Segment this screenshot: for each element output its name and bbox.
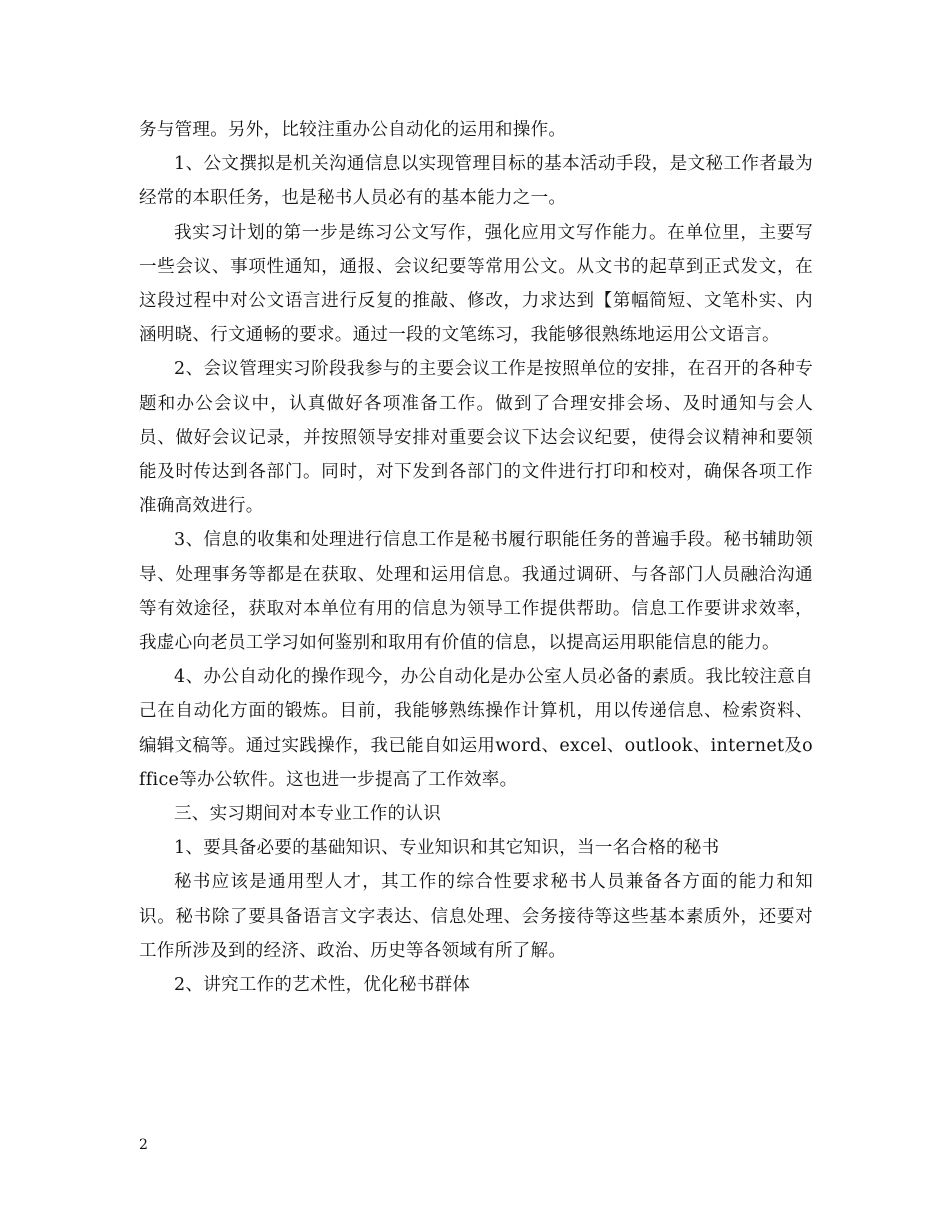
section-heading: 三、实习期间对本专业工作的认识 [174, 804, 441, 825]
paragraph: 2、会议管理实习阶段我参与的主要会议工作是按照单位的安排，在召开的各种专题和办公会议中，认真做好各项准备工作。做到了合理安排会场、及时通知与会人员、做好会议记录，并按照领导安排对重要会议下达会议纪要，使得会议精神和要领能及时传达到各部门。同时，对下发到各部门的文件进行打印和校对，确保各项工作准确高效进行。 [139, 359, 813, 517]
document-body [139, 113, 813, 1002]
paragraph: 4、办公自动化的操作现今，办公自动化是办公室人员必备的素质。我比较注意自己在自动化方面的锻炼。目前，我能够熟练操作计算机，用以传递信息、检索资料、编辑文稿等。通过实践操作，我已能自如运用word、excel、outlook、internet及office等办公软件。这也进一步提高了工作效率。 [139, 667, 813, 790]
subheading: 1、要具备必要的基础知识、专业知识和其它知识，当一名合格的秘书 [174, 838, 720, 859]
subheading: 2、讲究工作的艺术性，优化秘书群体 [174, 975, 471, 996]
paragraph: 3、信息的收集和处理进行信息工作是秘书履行职能任务的普遍手段。秘书辅助领导、处理事务等都是在获取、处理和运用信息。我通过调研、与各部门人员融洽沟通等有效途径，获取对本单位有用的信息为领导工作提供帮助。信息工作要讲求效率，我虚心向老员工学习如何鉴别和取用有价值的信息，以提高运用职能信息的能力。 [139, 530, 813, 654]
page-number: 2 [139, 1137, 148, 1153]
paragraph: 我实习计划的第一步是练习公文写作，强化应用文写作能力。在单位里，主要写一些会议、事项性通知，通报、会议纪要等常用公文。从文书的起草到正式发文，在这段过程中对公文语言进行反复的推敲、修改，力求达到【第幅简短、文笔朴实、内涵明晓、行文通畅的要求。通过一段的文笔练习，我能够很熟练地运用公文语言。 [139, 222, 813, 346]
paragraph: 秘书应该是通用型人才，其工作的综合性要求秘书人员兼备各方面的能力和知识。秘书除了要具备语言文字表达、信息处理、会务接待等这些基本素质外，还要对工作所涉及到的经济、政治、历史等各领域有所了解。 [139, 872, 813, 961]
paragraph: 务与管理。另外，比较注重办公自动化的运用和操作。 [139, 120, 567, 140]
paragraph: 1、公文撰拟是机关沟通信息以实现管理目标的基本活动手段，是文秘工作者最为经常的本职任务，也是秘书人员必有的基本能力之一。 [139, 154, 813, 209]
